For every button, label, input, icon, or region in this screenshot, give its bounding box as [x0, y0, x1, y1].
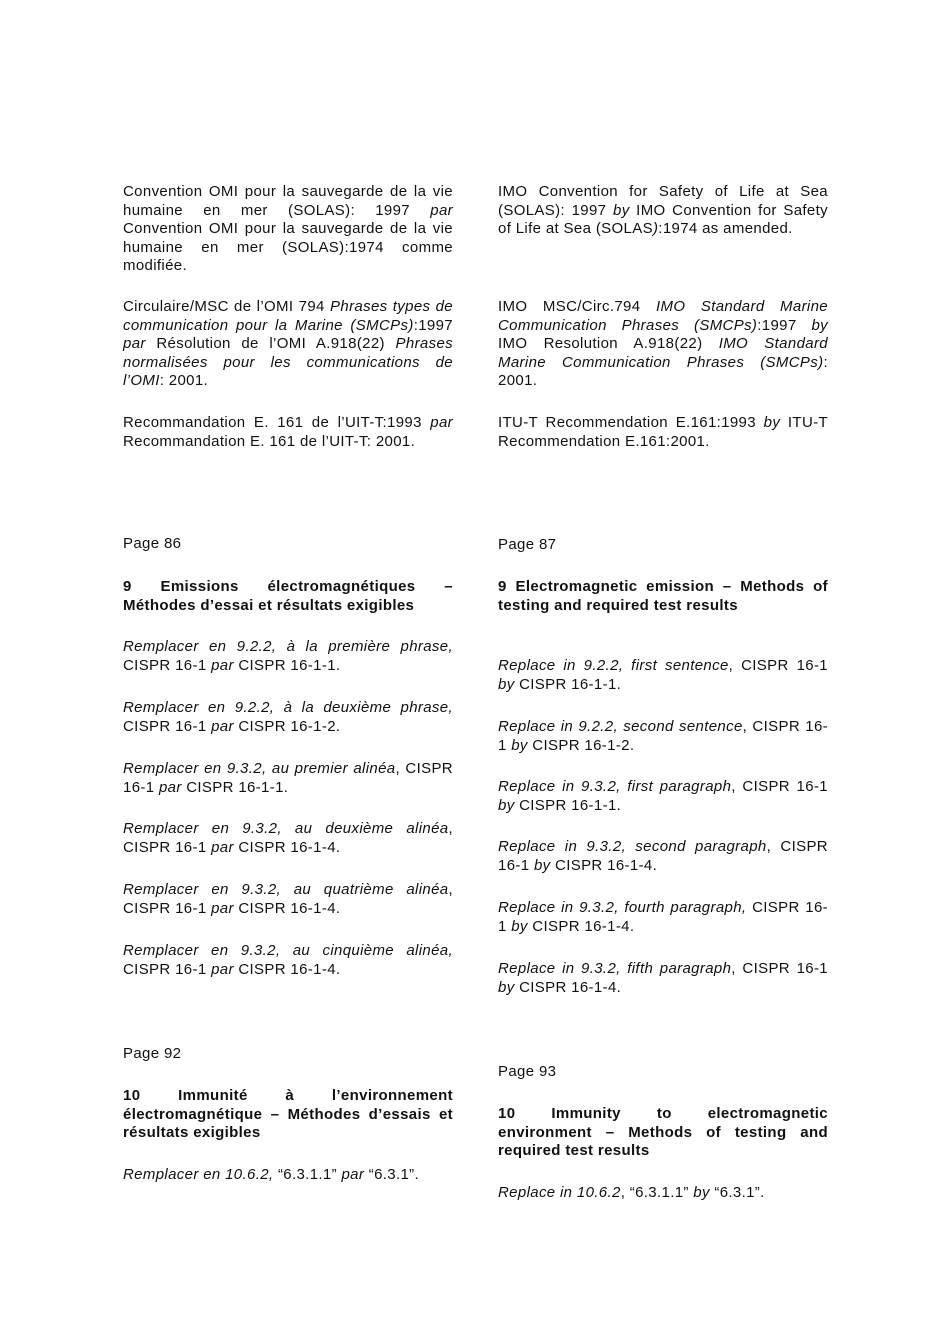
- en-item-10-1: Replace in 10.6.2, “6.3.1.1” by “6.3.1”.: [498, 1184, 765, 1201]
- en-heading-9: 9 Electromagnetic emission – Methods of testing and required test results: [498, 578, 828, 614]
- en-item-9-5: Replace in 9.3.2, fourth paragraph, CISPR 16-1 by CISPR 16-1-4.: [498, 899, 828, 935]
- en-ref-solas: IMO Convention for Safety of Life at Sea (SOLAS): 1997 by IMO Convention for Safety of Life at Sea (SOLAS):1974 as amended.: [498, 183, 828, 237]
- fr-heading-9: 9 Emissions électromagnétiques – Méthodes d’essai et résultats exigibles: [123, 578, 453, 614]
- en-ref-e161: ITU-T Recommendation E.161:1993 by ITU-T Recommendation E.161:2001.: [498, 414, 828, 450]
- fr-heading-10: 10 Immunité à l’environnement électromagnétique – Méthodes d’essais et résultats exigibles: [123, 1087, 453, 1141]
- fr-ref-e161: Recommandation E. 161 de l’UIT-T:1993 par Recommandation E. 161 de l’UIT-T: 2001.: [123, 414, 453, 450]
- fr-item-9-3: Remplacer en 9.3.2, au premier alinéa, CISPR 16-1 par CISPR 16-1-1.: [123, 760, 453, 796]
- fr-item-9-1: Remplacer en 9.2.2, à la première phrase, CISPR 16-1 par CISPR 16-1-1.: [123, 638, 453, 674]
- en-ref-smcp: IMO MSC/Circ.794 IMO Standard Marine Communication Phrases (SMCPs):1997 by IMO Resolution A.918(22) IMO Standard Marine Communication Phrases (SMCPs): 2001.: [498, 298, 828, 389]
- fr-page-label-86: Page 86: [123, 535, 182, 552]
- en-item-9-6: Replace in 9.3.2, fifth paragraph, CISPR 16-1 by CISPR 16-1-4.: [498, 960, 828, 996]
- fr-item-9-5: Remplacer en 9.3.2, au quatrième alinéa, CISPR 16-1 par CISPR 16-1-4.: [123, 881, 453, 917]
- en-item-9-2: Replace in 9.2.2, second sentence, CISPR 16-1 by CISPR 16-1-2.: [498, 718, 828, 754]
- en-heading-10: 10 Immunity to electromagnetic environment – Methods of testing and required test results: [498, 1105, 828, 1159]
- fr-item-9-2: Remplacer en 9.2.2, à la deuxième phrase, CISPR 16-1 par CISPR 16-1-2.: [123, 699, 453, 735]
- fr-item-9-6: Remplacer en 9.3.2, au cinquième alinéa, CISPR 16-1 par CISPR 16-1-4.: [123, 942, 453, 978]
- fr-ref-smcp: Circulaire/MSC de l’OMI 794 Phrases types de communication pour la Marine (SMCPs):1997 par Résolution de l’OMI A.918(22) Phrases normalisées pour les communications de l’OMI: 2001.: [123, 298, 454, 389]
- fr-item-9-4: Remplacer en 9.3.2, au deuxième alinéa, CISPR 16-1 par CISPR 16-1-4.: [123, 820, 453, 856]
- en-item-9-3: Replace in 9.3.2, first paragraph, CISPR 16-1 by CISPR 16-1-1.: [498, 778, 828, 814]
- fr-ref-solas: Convention OMI pour la sauvegarde de la vie humaine en mer (SOLAS): 1997 par Convention OMI pour la sauvegarde de la vie humaine en mer (SOLAS):1974 comme modifiée.: [123, 183, 453, 274]
- en-page-label-87: Page 87: [498, 536, 557, 553]
- fr-page-label-92: Page 92: [123, 1045, 182, 1062]
- fr-item-10-1: Remplacer en 10.6.2, “6.3.1.1” par “6.3.1”.: [123, 1166, 420, 1183]
- en-item-9-4: Replace in 9.3.2, second paragraph, CISPR 16-1 by CISPR 16-1-4.: [498, 838, 828, 874]
- en-page-label-93: Page 93: [498, 1063, 557, 1080]
- en-item-9-1: Replace in 9.2.2, first sentence, CISPR 16-1 by CISPR 16-1-1.: [498, 657, 828, 693]
